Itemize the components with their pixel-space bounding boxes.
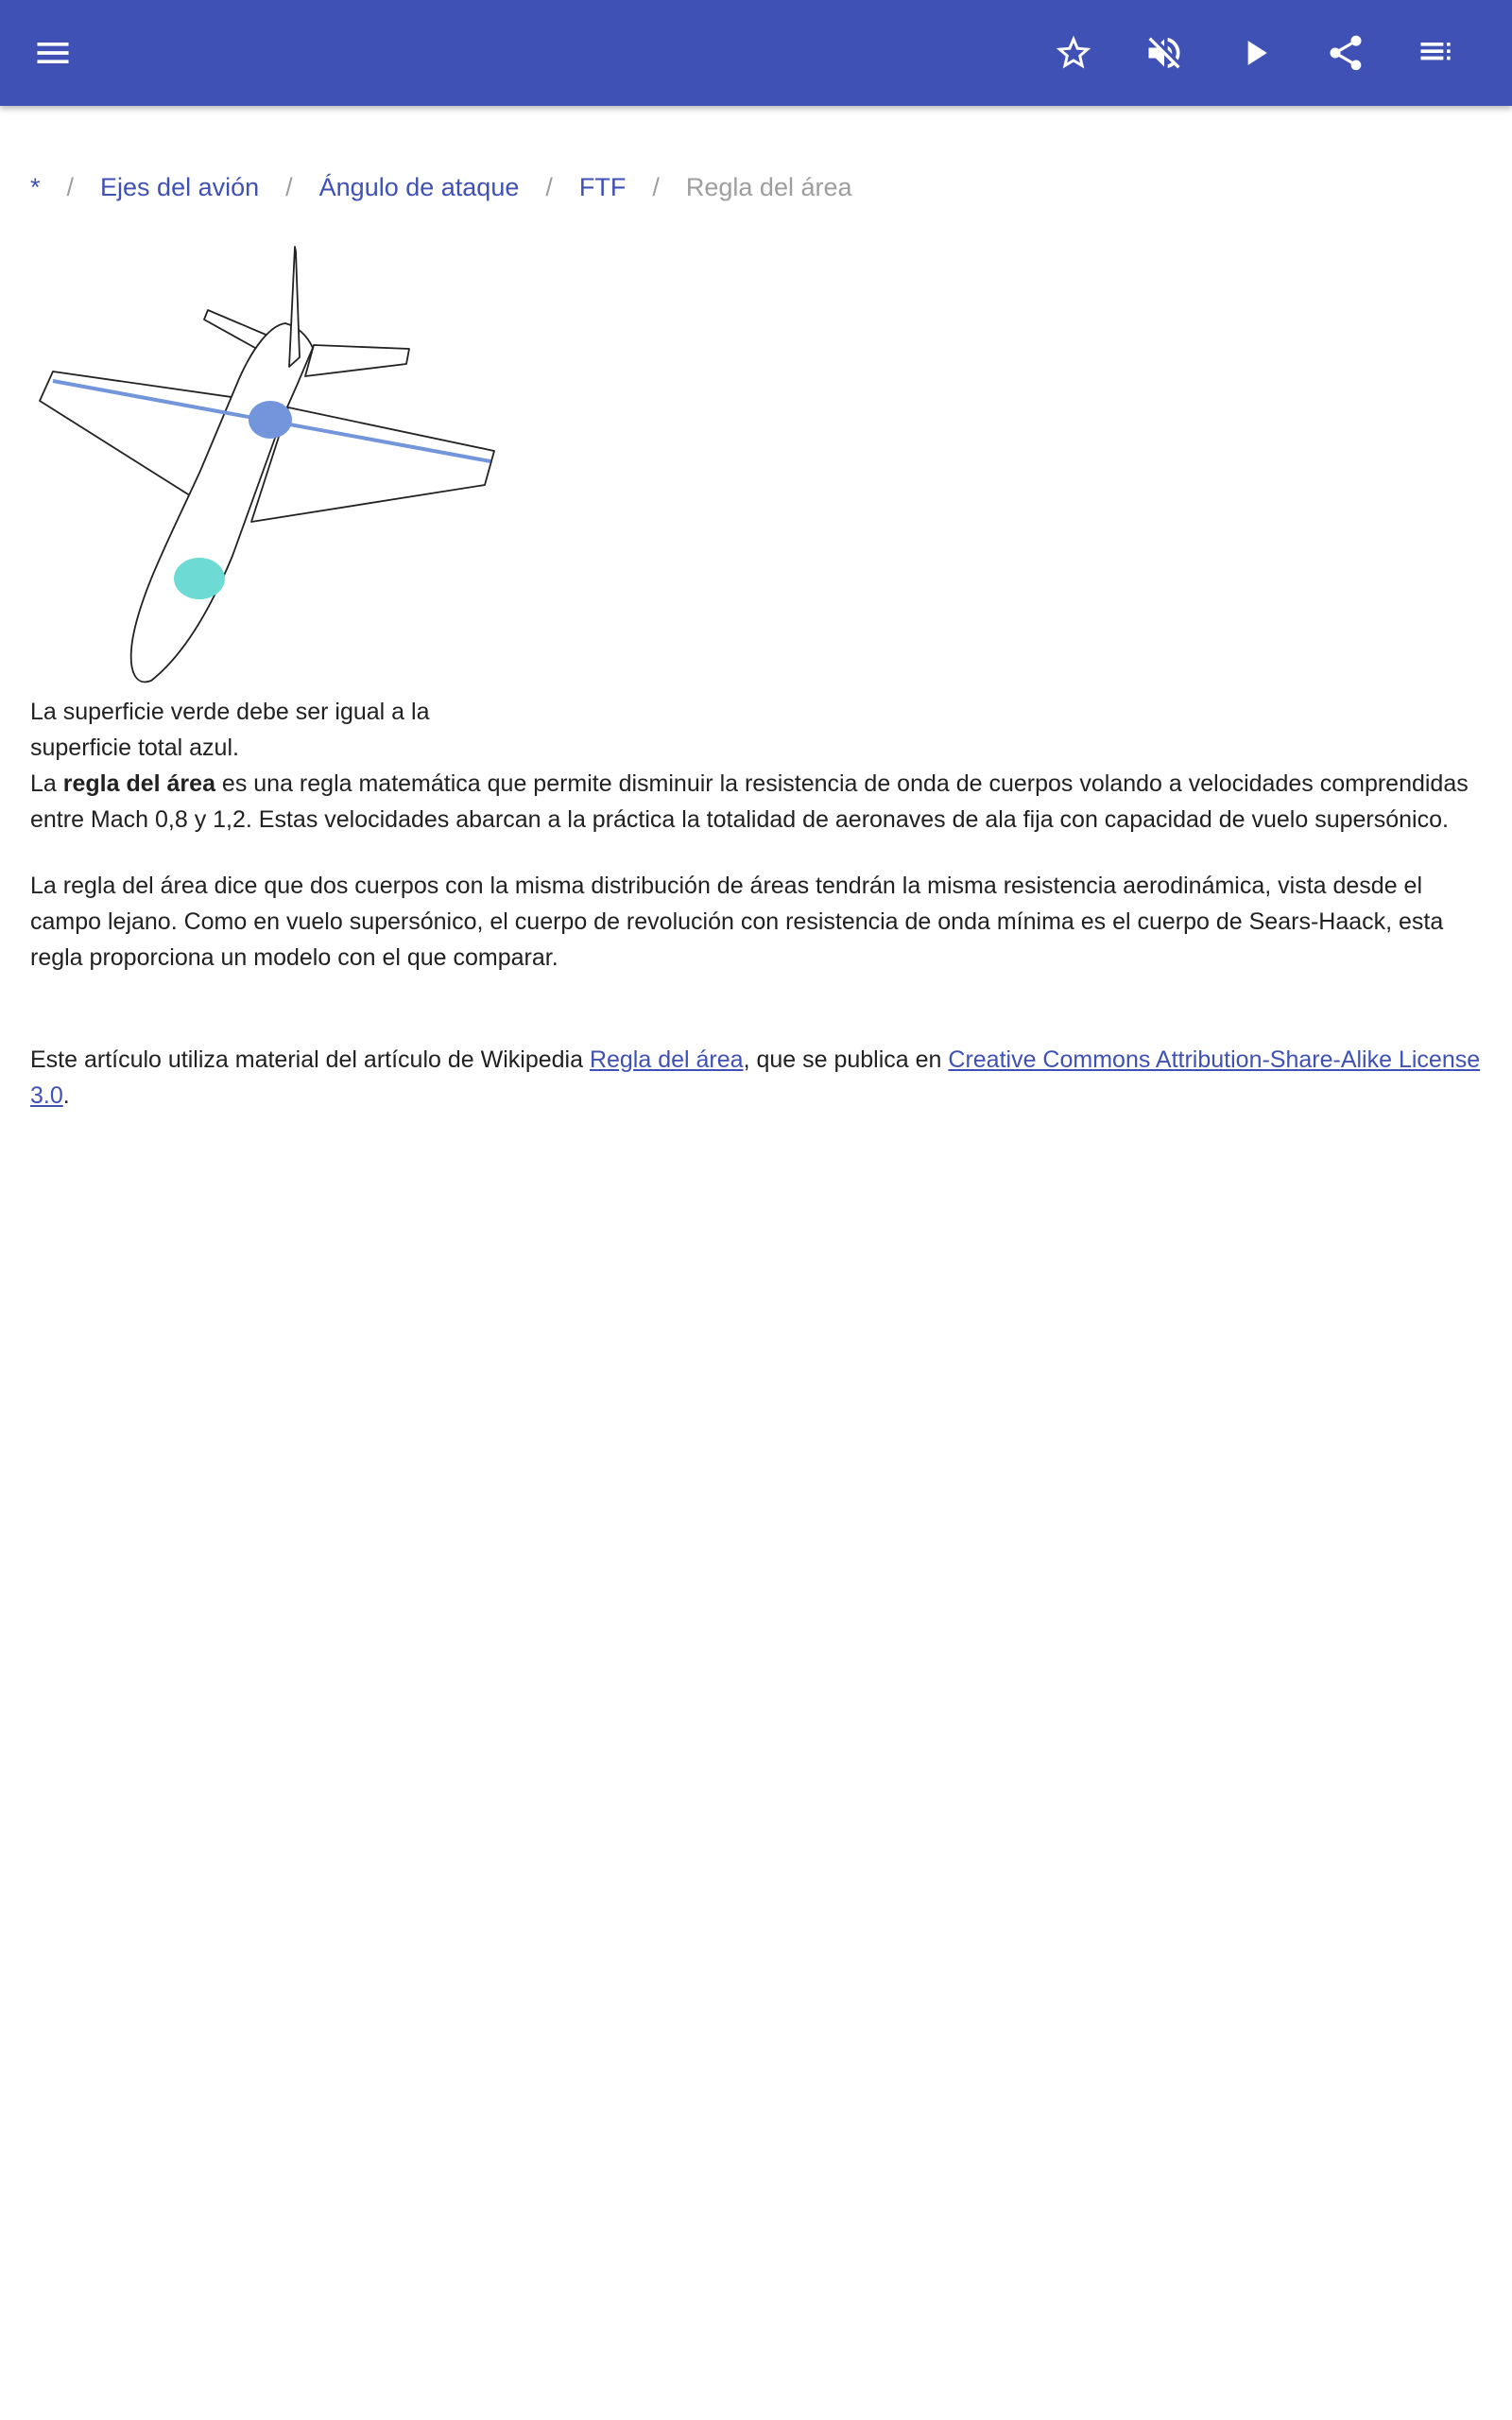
body-paragraph: La regla del área dice que dos cuerpos con la misma distribución de áreas tendrán la misma resistencia aerodinámica, vista desde el campo lejano. Como en vuelo supersónico, el cuerpo de revolución con resistencia de onda mínima es el cuerpo de Sears-Haack, esta regla proporciona un modelo con el que comparar. [30,873,1444,971]
menu-icon [32,32,74,74]
attribution-middle: , que se publica en [743,1046,949,1073]
attribution-prefix: Este artículo utiliza material del artículo de Wikipedia [30,1046,590,1073]
share-button[interactable] [1314,21,1378,85]
breadcrumb-item-ejes[interactable]: Ejes del avión [100,172,260,201]
bookmark-button[interactable] [1041,21,1106,85]
caption-line: superficie total azul. [30,735,239,761]
menu-button[interactable] [21,21,85,85]
breadcrumb-current: Regla del área [685,172,852,201]
area-rule-airplane-figure [30,244,503,686]
breadcrumb-item-home[interactable]: * [30,172,41,201]
breadcrumb-separator: / [652,172,660,201]
breadcrumb-separator: / [545,172,553,201]
play-button[interactable] [1223,21,1287,85]
vertical-fin [289,247,300,367]
share-icon [1325,32,1366,74]
breadcrumb-separator: / [66,172,75,201]
play-icon [1234,32,1276,74]
figure-caption [30,694,474,766]
article-content [30,766,1486,1144]
app-bar [0,0,1512,106]
blue-section-area [249,401,292,439]
breadcrumb-item-ftf[interactable]: FTF [578,172,627,201]
term-bold: regla del área [62,770,215,797]
mute-button[interactable] [1132,21,1196,85]
volume-off-icon [1143,32,1185,74]
license-link[interactable]: Creative Commons Attribution-Share-Alike License 3.0 [30,1046,1481,1109]
breadcrumb [30,166,852,208]
playlist-button[interactable] [1404,21,1469,85]
intro-rest: es una regla matemática que permite disminuir la resistencia de onda de cuerpos volando a velocidades comprendidas entre Mach 0,8 y 1,2. Estas velocidades abarcan a la práctica la totalidad de aeronaves de ala fija con capacidad de vuelo supersónico. [30,770,1469,833]
intro-lead: La [30,770,63,797]
right-tail-stabilizer [305,345,409,376]
attribution-end: . [62,1082,70,1109]
caption-line: La superficie verde debe ser igual a la [30,699,430,725]
breadcrumb-item-angulo[interactable]: Ángulo de ataque [318,172,520,201]
attribution-paragraph [30,1042,1486,1114]
star-outline-icon [1053,32,1094,74]
green-section-area [174,558,225,599]
playlist-icon [1416,32,1457,74]
breadcrumb-separator: / [285,172,293,201]
wikipedia-article-link[interactable]: Regla del área [589,1046,744,1073]
intro-paragraph [30,766,1486,838]
